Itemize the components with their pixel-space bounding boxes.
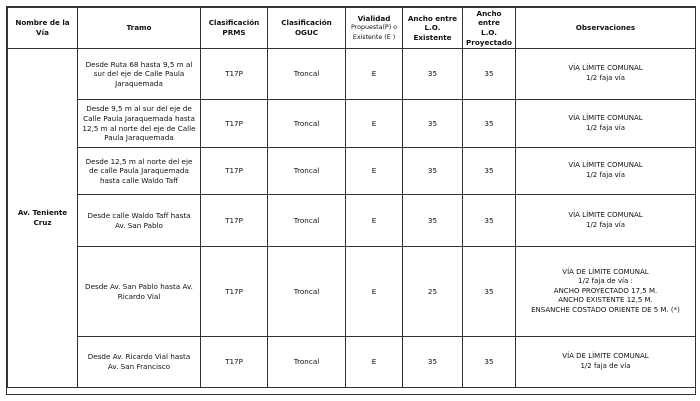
prms-cell: T17P [201, 195, 268, 247]
header-observaciones: Observaciones [516, 8, 696, 49]
header-ancho-proyectado [463, 8, 516, 49]
ancho-proyectado-cell: 35 [463, 100, 516, 148]
observaciones-line: ANCHO PROYECTADO 17,5 M. [553, 286, 658, 295]
tramo-line: Desde Ruta 68 hasta 9,5 m al [85, 59, 193, 69]
oguc-cell: Troncal [268, 148, 346, 195]
observaciones-line: VÍA LÍMITE COMUNAL [568, 210, 643, 219]
observaciones-line: VÍA LÍMITE COMUNAL [568, 161, 643, 170]
ancho-existente-cell: 35 [403, 195, 463, 247]
tramo-line: Desde 12,5 m al norte del eje [85, 156, 193, 166]
vialidad-cell: E [346, 100, 403, 148]
header-existente-line-3: Existente [413, 32, 452, 42]
oguc-cell: Troncal [268, 247, 346, 337]
tramo-line: sur del eje de Calle Paula [93, 69, 185, 79]
oguc-cell: Troncal [268, 195, 346, 247]
header-clasificacion-oguc: Clasificación OGUC [268, 8, 346, 49]
header-existente-line-1: Ancho entre [407, 13, 458, 23]
prms-cell: T17P [201, 337, 268, 388]
header-tramo: Tramo [78, 8, 201, 49]
tramo-line: Desde calle Waldo Taff hasta [87, 210, 191, 220]
header-proyectado-line-3: Proyectado [466, 37, 512, 47]
observaciones-line: 1/2 faja vía [585, 220, 626, 229]
tramo-line: Jaraquemada [115, 78, 163, 88]
prms-cell: T17P [201, 49, 268, 100]
observaciones-line: 1/2 faja vía [585, 74, 626, 82]
vialidad-cell: E [346, 337, 403, 388]
observaciones-cell [516, 337, 696, 388]
tramo-line: Calle Paula Jaraquemada hasta [83, 113, 195, 123]
observaciones-line: 1/2 faja vía [585, 123, 626, 132]
tramo-line: 12,5 m al norte del eje de Calle [82, 123, 196, 133]
tramo-line: Desde Av. Ricardo Vial hasta [87, 352, 191, 362]
tramo-line: Desde 9,5 m al sur del eje de [86, 104, 192, 114]
ancho-existente-cell: 35 [403, 49, 463, 100]
observaciones-cell [516, 195, 696, 247]
tramo-line: Av. San Francisco [107, 362, 171, 371]
ancho-proyectado-cell: 35 [463, 49, 516, 100]
tramo-line: hasta calle Waldo Taff [99, 175, 179, 185]
ancho-existente-cell: 35 [403, 148, 463, 195]
observaciones-line: 1/2 faja de vía : [578, 277, 633, 286]
oguc-cell: Troncal [268, 337, 346, 388]
header-prms-line-1: Clasificación [208, 18, 260, 28]
header-row [8, 8, 696, 49]
table-row [8, 337, 696, 388]
tramo-cell [78, 148, 201, 195]
header-existente-line-2: L.O. [424, 23, 441, 33]
table-row [8, 195, 696, 247]
vialidad-cell: E [346, 148, 403, 195]
header-ancho-existente [403, 8, 463, 49]
observaciones-cell [516, 148, 696, 195]
table-row [8, 100, 696, 148]
observaciones-line: 1/2 faja vía [585, 171, 626, 179]
prms-cell: T17P [201, 247, 268, 337]
tramo-line: de calle Paula Jaraquemada [89, 166, 189, 176]
vialidad-cell: E [346, 195, 403, 247]
prms-cell: T17P [201, 148, 268, 195]
observaciones-line: VÍA DE LÍMITE COMUNAL [562, 267, 649, 276]
via-name-line: Cruz [33, 218, 52, 227]
header-vialidad-line-1: Vialidad [357, 13, 391, 23]
oguc-cell: Troncal [268, 100, 346, 148]
observaciones-line: VÍA LÍMITE COMUNAL [568, 113, 643, 122]
ancho-proyectado-cell: 35 [463, 247, 516, 337]
via-name-line: Av. Teniente [17, 208, 68, 218]
ancho-existente-cell: 35 [403, 337, 463, 388]
tramo-line: Ricardo Vial [117, 291, 161, 301]
via-name-cell [8, 49, 78, 388]
tramo-cell [78, 100, 201, 148]
observaciones-cell [516, 49, 696, 100]
tramo-line: Av. San Pablo [115, 220, 163, 230]
tramo-line: Paula Jaraquemada [104, 133, 174, 143]
vialidad-cell: E [346, 49, 403, 100]
observaciones-cell [516, 100, 696, 148]
observaciones-line: VÍA LÍMITE COMUNAL [568, 64, 643, 73]
header-prms-line-2: PRMS [222, 28, 246, 37]
road-classification-table-frame [6, 6, 696, 395]
prms-cell: T17P [201, 100, 268, 148]
header-vialidad-line-2: Propuesta(P) o [350, 24, 398, 32]
observaciones-cell [516, 247, 696, 337]
table-row [8, 247, 696, 337]
header-vialidad-line-3: Existente (E ) [352, 33, 396, 41]
tramo-line: Desde Av. San Pablo hasta Av. [85, 281, 193, 291]
ancho-existente-cell: 35 [403, 100, 463, 148]
ancho-proyectado-cell: 35 [463, 195, 516, 247]
tramo-cell [78, 337, 201, 388]
header-proyectado-line-1: Ancho entre [476, 8, 502, 28]
table-row [8, 49, 696, 100]
observaciones-line: ENSANCHE COSTADO ORIENTE DE 5 M. (*) [531, 305, 680, 314]
vialidad-cell: E [346, 247, 403, 337]
tramo-cell [78, 195, 201, 247]
header-nombre-via: Nombre de la Vía [8, 8, 78, 49]
tramo-cell [78, 247, 201, 337]
ancho-proyectado-cell: 35 [463, 337, 516, 388]
observaciones-line: VÍA DE LÍMITE COMUNAL [562, 352, 649, 361]
header-proyectado-line-2: L.O. [481, 28, 497, 37]
table-row [8, 148, 696, 195]
header-vialidad [346, 8, 403, 49]
observaciones-line: ANCHO EXISTENTE 12,5 M. [558, 296, 653, 305]
oguc-cell: Troncal [268, 49, 346, 100]
tramo-cell [78, 49, 201, 100]
table-body [8, 49, 696, 388]
observaciones-line: 1/2 faja de vía [580, 362, 631, 370]
road-classification-table [7, 7, 696, 388]
ancho-proyectado-cell: 35 [463, 148, 516, 195]
ancho-existente-cell: 25 [403, 247, 463, 337]
header-clasificacion-prms [201, 8, 268, 49]
